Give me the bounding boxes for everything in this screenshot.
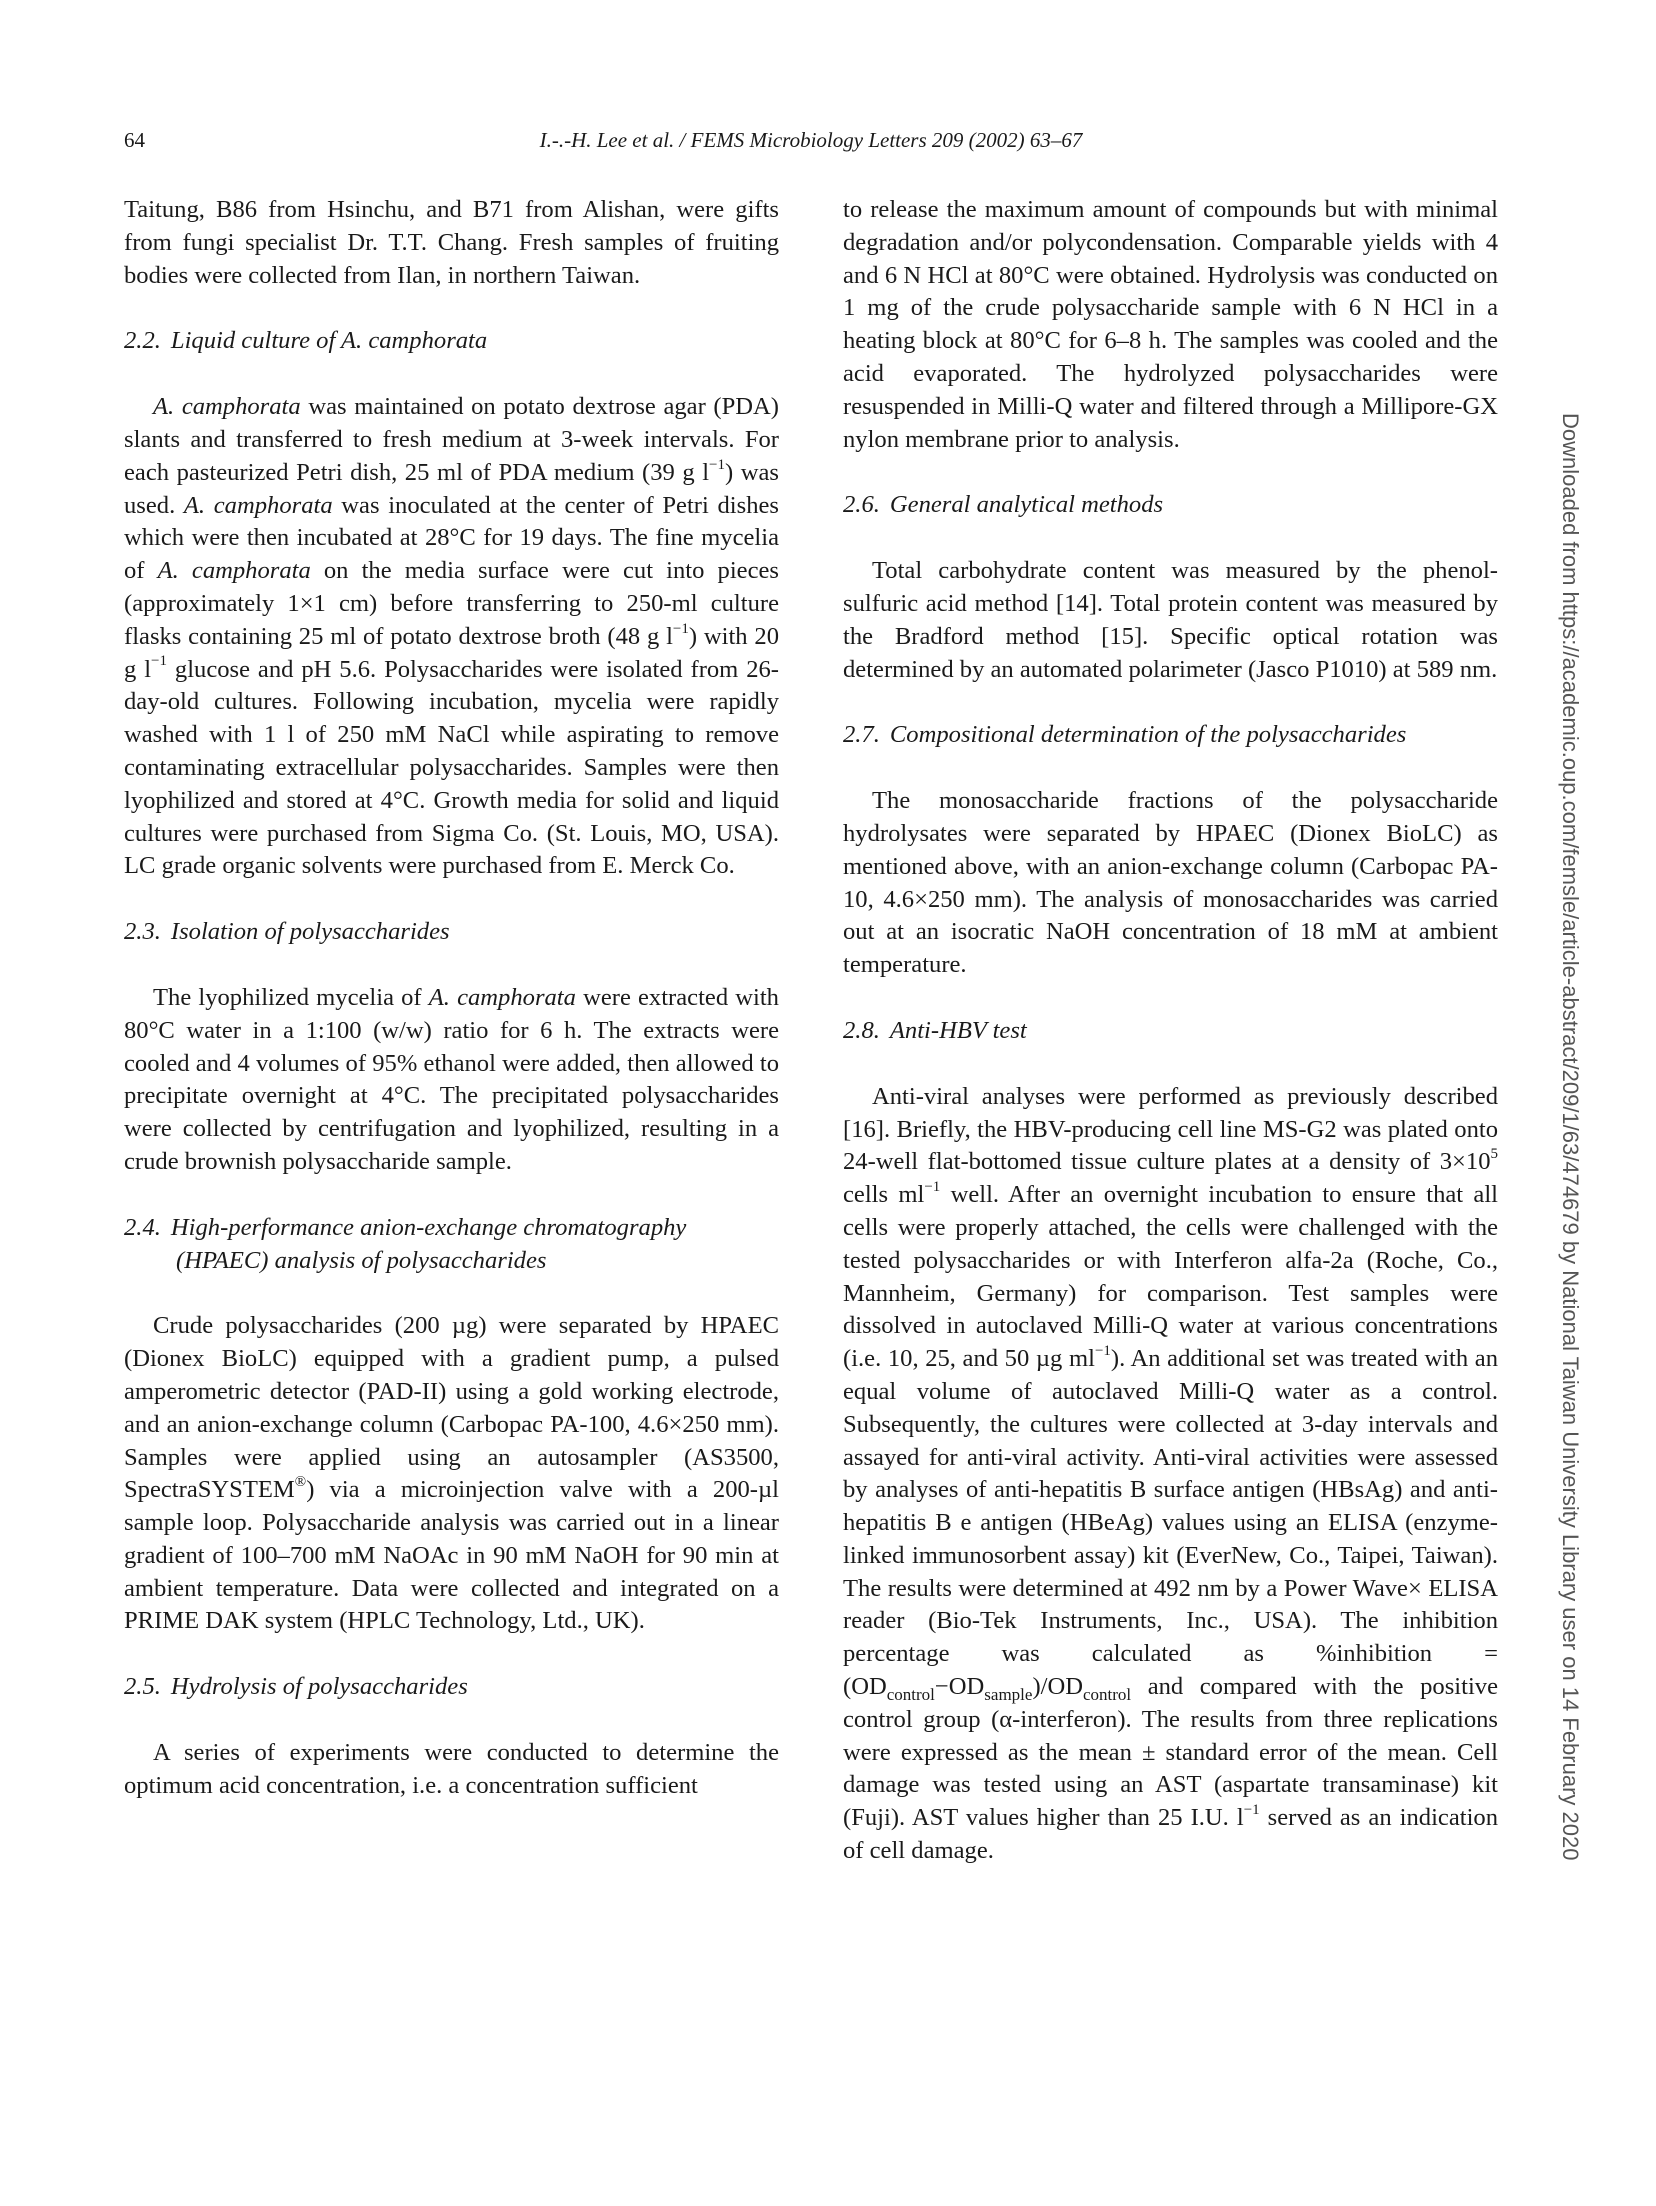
- paragraph-analytical-methods: Total carbohydrate content was measured by the phenol-sulfuric acid method [14]. Total protein content was measured by the Bradford method [15]. Specific optical rotation was determined by an automated polarimeter (Jasco P1010) at 589 nm.: [843, 557, 1498, 683]
- paragraph-hydrolysis: A series of experiments were conducted to determine the optimum acid concentration, i.e. a concentration sufficient: [124, 1739, 779, 1799]
- paragraph-liquid-culture: A. camphorata was maintained on potato dextrose agar (PDA) slants and transferred to fresh medium at 3-week intervals. For each pasteurized Petri dish, 25 ml of PDA medium (39 g $l^{-1}$) was used. A. camphorata was inoculated at the center of Petri dishes which were then incubated at 28°C for 19 days. The fine mycelia of A. camphorata on the media surface were cut into pieces (approximately 1×1 cm) before transferring to 250-ml culture flasks containing 25 ml of potato dextrose broth (48 g $l^{-1}$) with 20 g $l^{-1}$ glucose and pH 5.6. Polysaccharides were isolated from 26-day-old cultures. Following incubation, mycelia were rapidly washed with 1 l of 250 mM NaCl while aspirating to remove contaminating extracellular polysaccharides. Samples were then lyophilized and stored at 4°C. Growth media for solid and liquid cultures were purchased from Sigma Co. (St. Louis, MO, USA). LC grade organic solvents were purchased from E. Merck Co.: [124, 393, 780, 880]
- section-heading-2-3: 2.3. Isolation of polysaccharides: [124, 918, 450, 946]
- paragraph-hpaec: Crude polysaccharides (200 µg) were separated by HPAEC (Dionex BioLC) equipped with a gradient pump, a pulsed amperometric detector (PAD-II) using a gold working electrode, and an anion-exchange column (Carbopac PA-100, 4.6×250 mm). Samples were applied using an autosampler (AS3500, SpectraSYSTEM®) via a microinjection valve with a 200-µl sample loop. Polysaccharide analysis was carried out in a linear gradient of 100–700 mM NaOAc in 90 mM NaOH for 90 min at ambient temperature. Data were collected and integrated on a PRIME DAK system (HPLC Technology, Ltd., UK).: [124, 1312, 779, 1635]
- section-heading-2-5: 2.5. Hydrolysis of polysaccharides: [124, 1673, 468, 1701]
- paragraph-continuation: Taitung, B86 from Hsinchu, and B71 from Alishan, were gifts from fungi specialist Dr. T.T. Chang. Fresh samples of fruiting bodies were collected from Ilan, in northern Taiwan.: [124, 196, 779, 289]
- download-watermark: Downloaded from https://academic.oup.com/femsle/article-abstract/209/1/63/474679 by National Taiwan University Library user on 14 February 2020: [1558, 413, 1583, 1861]
- section-heading-2-7: 2.7. Compositional determination of the polysaccharides: [843, 721, 1407, 749]
- running-header: [124, 128, 1498, 158]
- section-heading-2-2: 2.2. Liquid culture of A. camphorata: [124, 327, 488, 355]
- page-number: 64: [124, 128, 145, 152]
- paragraph-isolation: The lyophilized mycelia of A. camphorata were extracted with 80°C water in a 1:100 (w/w) ratio for 6 h. The extracts were cooled and 4 volumes of 95% ethanol were added, then allowed to precipitate overnight at 4°C. The precipitated polysaccharides were collected by centrifugation and lyophilized, resulting in a crude brownish polysaccharide sample.: [124, 983, 779, 1175]
- section-heading-2-6: 2.6. General analytical methods: [843, 491, 1164, 519]
- paragraph-compositional: The monosaccharide fractions of the polysaccharide hydrolysates were separated by HPAEC (Dionex BioLC) as mentioned above, with an anion-exchange column (Carbopac PA-10, 4.6×250 mm). The analysis of monosaccharides was carried out at an isocratic NaOH concentration of 18 mM at ambient temperature.: [843, 787, 1498, 979]
- paragraph-continuation: to release the maximum amount of compounds but with minimal degradation and/or polycondensation. Comparable yields with 4 and 6 N HCl at 80°C were obtained. Hydrolysis was conducted on 1 mg of the crude polysaccharide sample with 6 N HCl in a heating block at 80°C for 6–8 h. The samples was cooled and the acid evaporated. The hydrolyzed polysaccharides were resuspended in Milli-Q water and filtered through a Millipore-GX nylon membrane prior to analysis.: [843, 196, 1498, 453]
- right-column: [843, 194, 1498, 1868]
- running-title: I.-.-H. Lee et al. / FEMS Microbiology Letters 209 (2002) 63–67: [539, 128, 1083, 152]
- section-heading-2-8: 2.8. Anti-HBV test: [843, 1016, 1027, 1044]
- paragraph-anti-hbv: Anti-viral analyses were performed as previously described [16]. Briefly, the HBV-producing cell line MS-G2 was plated onto 24-well flat-bottomed tissue culture plates at a density of $3\times 10^5$ cells $ml^{-1}$ well. After an overnight incubation to ensure that all cells were properly attached, the cells were challenged with the tested polysaccharides or with Interferon alfa-2a (Roche, Co., Mannheim, Germany) for comparison. Test samples were dissolved in autoclaved Milli-Q water at various concentrations (i.e. 10, 25, and 50 µg $ml^{-1}$). An additional set was treated with an equal volume of autoclaved Milli-Q water as a control. Subsequently, the cultures were collected at 3-day intervals and assayed for anti-viral activity. Anti-viral activities were assessed by analyses of anti-hepatitis B surface antigen (HBsAg) and anti-hepatitis B e antigen (HBeAg) values using an ELISA (enzyme-linked immunosorbent assay) kit (EverNew, Co., Taipei, Taiwan). The results were determined at 492 nm by a Power Wave× ELISA reader (Bio-Tek Instruments, Inc., USA). The inhibition percentage was calculated as %inhibition = $(OD_{control}-OD_{sample})/OD_{control}$ and compared with the positive control group (α-interferon). The results from three replications were expressed as the mean ± standard error of the mean. Cell damage was tested using an AST (aspartate transaminase) kit (Fuji). AST values higher than 25 I.U. $l^{-1}$ served as an indication of cell damage.: [843, 1082, 1498, 1865]
- left-column: [124, 194, 779, 1803]
- section-heading-2-4: 2.4. High-performance anion-exchange chromatography (HPAEC) analysis of polysaccharides: [124, 1213, 687, 1274]
